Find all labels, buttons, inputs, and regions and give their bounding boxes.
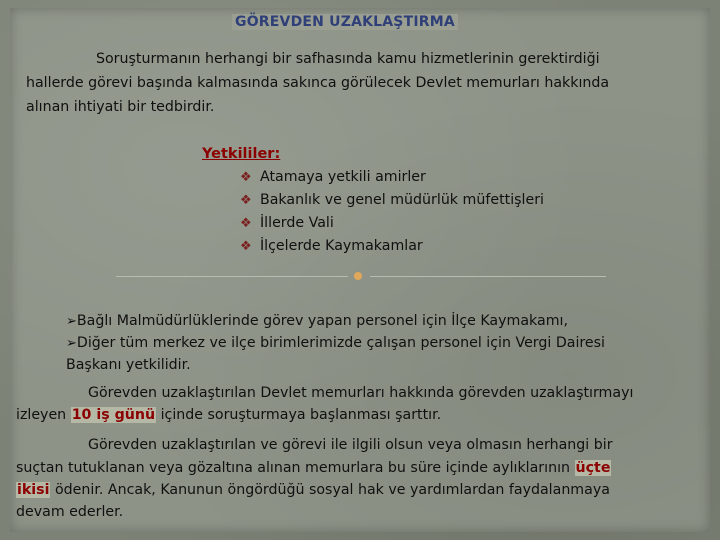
list-item-text: Bakanlık ve genel müdürlük müfettişleri — [260, 192, 544, 208]
para3-line-1 — [16, 434, 613, 456]
arrow-bullet-icon: ➢ — [66, 314, 77, 329]
intro-line-2: hallerde görevi başında kalmasında sakınca görülecek Devlet memurları hakkında — [26, 75, 610, 91]
intro-text-1: Soruşturmanın herhangi bir safhasında kamu hizmetlerinin gerektirdiği — [96, 51, 600, 67]
diamond-bullet-icon: ❖ — [240, 216, 252, 231]
list-item — [240, 212, 544, 235]
para3-text-3: ödenir. Ancak, Kanunun öngördüğü sosyal hak ve yardımlardan faydalanmaya — [50, 482, 610, 498]
list-item — [240, 166, 544, 189]
divider-right — [370, 276, 606, 277]
bullet-line-1 — [66, 310, 568, 333]
highlight-ten-days: 10 iş günü — [71, 407, 156, 423]
authorities-list — [240, 166, 544, 258]
list-item-text: İlçelerde Kaymakamlar — [260, 238, 423, 254]
arrow-bullet-icon: ➢ — [66, 336, 77, 351]
list-item-text: İllerde Vali — [260, 215, 334, 231]
bullet-line-2 — [66, 332, 605, 355]
para2-line-1 — [16, 382, 633, 404]
bullet-text-2: Diğer tüm merkez ve ilçe birimlerimizde çalışan personel için Vergi Dairesi — [76, 335, 605, 351]
bullet-line-3: Başkanı yetkilidir. — [66, 357, 191, 373]
page-title: GÖREVDEN UZAKLAŞTIRMA — [232, 14, 458, 30]
diamond-bullet-icon: ❖ — [240, 239, 252, 254]
para3-line-2 — [16, 457, 611, 479]
para2-text-2a: izleyen — [16, 407, 71, 423]
para3-line-4: devam ederler. — [16, 504, 124, 520]
highlight-two-thirds-a: üçte — [575, 460, 611, 476]
intro-line-1 — [26, 48, 600, 70]
highlight-two-thirds-b: ikisi — [17, 482, 50, 498]
intro-line-3: alınan ihtiyati bir tedbirdir. — [26, 99, 215, 115]
para2-text-1: Görevden uzaklaştırılan Devlet memurları hakkında görevden uzaklaştırmayı — [88, 385, 634, 401]
divider-left — [116, 276, 348, 277]
para3-line-3 — [16, 479, 610, 501]
para2-text-2b: içinde soruşturmaya başlanması şarttır. — [156, 407, 442, 423]
para3-text-2a: suçtan tutuklanan veya gözaltına alınan memurlara bu süre içinde aylıklarının — [16, 460, 575, 476]
list-item — [240, 189, 544, 212]
list-item-text: Atamaya yetkili amirler — [260, 169, 426, 185]
list-item — [240, 235, 544, 258]
diamond-bullet-icon: ❖ — [240, 170, 252, 185]
authorities-heading: Yetkililer: — [202, 146, 281, 162]
para3-text-1: Görevden uzaklaştırılan ve görevi ile ilgili olsun veya olmasın herhangi bir — [88, 437, 613, 453]
diamond-bullet-icon: ❖ — [240, 193, 252, 208]
para2-line-2 — [16, 404, 441, 426]
bullet-text-1: Bağlı Malmüdürlüklerinde görev yapan personel için İlçe Kaymakamı, — [76, 313, 568, 329]
divider-dot-icon — [354, 272, 362, 280]
